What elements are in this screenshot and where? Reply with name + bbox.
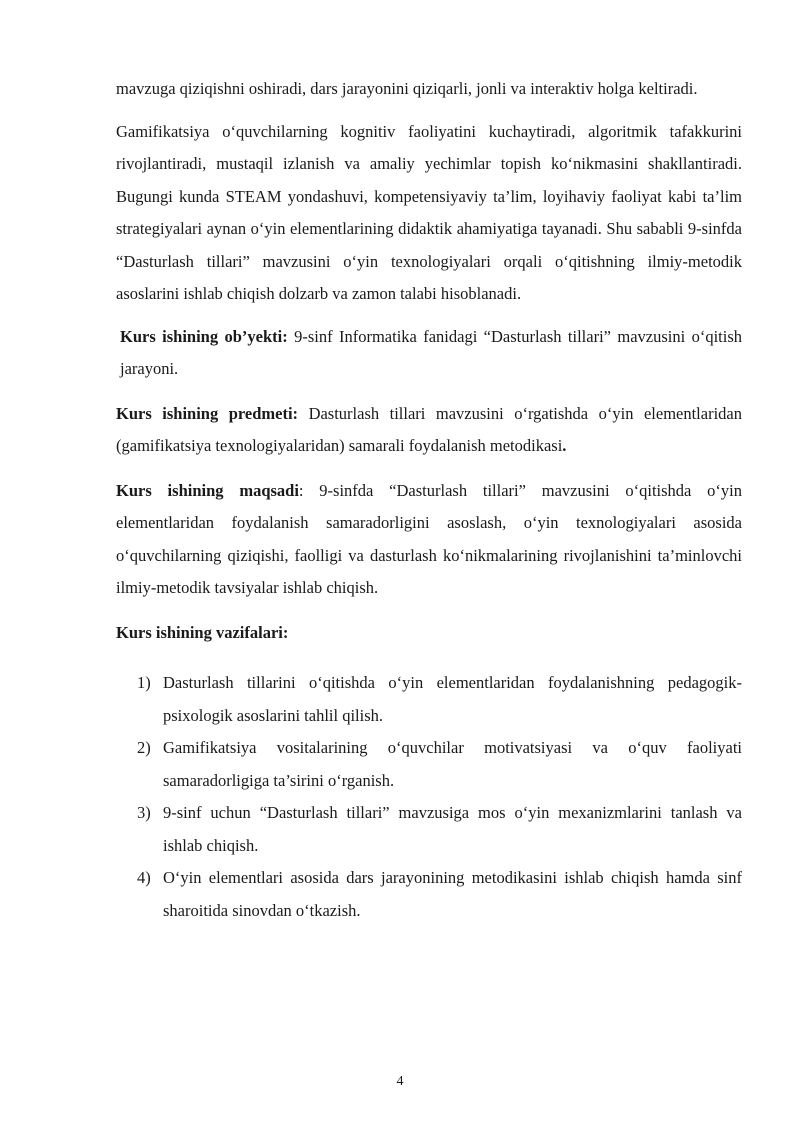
page-number: 4: [396, 1074, 404, 1089]
task-item: [116, 667, 742, 732]
course-object-paragraph: [116, 321, 742, 386]
task-text: 9-sinf uchun “Dasturlash tillari” mavzusiga mos o‘yin mexanizmlarini tanlash va ishlab chiqish.: [163, 803, 742, 855]
task-number: 4): [137, 868, 151, 887]
task-item: [116, 797, 742, 862]
task-number: 3): [137, 803, 151, 822]
task-text: O‘yin elementlari asosida dars jarayonining metodikasini ishlab chiqish hamda sinf sharoitida sinovdan o‘tkazish.: [163, 868, 742, 920]
course-tasks-heading: Kurs ishining vazifalari:: [116, 622, 289, 642]
course-subject-label: Kurs ishining predmeti:: [116, 403, 299, 423]
course-goal-paragraph: [116, 475, 742, 605]
course-subject-paragraph: [116, 398, 742, 463]
intro-continuation-paragraph: mavzuga qiziqishni oshiradi, dars jarayonini qiziqarli, jonli va interaktiv holga keltiradi.: [116, 79, 698, 98]
course-subject-end: .: [562, 436, 567, 455]
course-goal-text: : 9-sinfda “Dasturlash tillari” mavzusini o‘qitishda o‘yin elementlaridan foydalanish samaradorligini asoslash, o‘yin texnologiyalari asosida o‘quvchilarning qiziqishi, faolligi va dasturlash ko‘nikmalarining rivojlanishini ta’minlovchi ilmiy-metodik tavsiyalar ishlab chiqish.: [116, 480, 742, 597]
task-number: 1): [137, 673, 151, 692]
document-page: [116, 73, 742, 927]
task-text: Dasturlash tillarini o‘qitishda o‘yin elementlaridan foydalanishning pedagogik-psixologik asoslarini tahlil qilish.: [163, 673, 742, 725]
task-number: 2): [137, 738, 151, 757]
task-item: [116, 732, 742, 797]
gamification-paragraph: Gamifikatsiya o‘quvchilarning kognitiv faoliyatini kuchaytiradi, algoritmik tafakkurini rivojlantiradi, mustaqil izlanish va amaliy yechimlar topish ko‘nikmasini shakllantiradi. Bugungi kunda STEAM yondashuvi, kompetensiyaviy ta’lim, loyihaviy faoliyat kabi ta’lim strategiyalari aynan o‘yin elementlarining didaktik ahamiyatiga tayanadi. Shu sababli 9-sinfda “Dasturlash tillari” mavzusini o‘yin texnologiyalari orqali o‘qitishning ilmiy-metodik asoslarini ishlab chiqish dolzarb va zamon talabi hisoblanadi.: [116, 121, 742, 303]
task-text: Gamifikatsiya vositalarining o‘quvchilar motivatsiyasi va o‘quv faoliyati samaradorligiga ta’sirini o‘rganish.: [163, 738, 742, 790]
course-subject-text: Dasturlash tillari mavzusini o‘rgatishda o‘yin elementlaridan (gamifikatsiya texnologiyalaridan) samarali foydalanish metodikasi: [116, 403, 742, 455]
course-object-label: Kurs ishining ob’yekti:: [120, 326, 288, 346]
course-goal-label: Kurs ishining maqsadi: [116, 480, 299, 500]
course-object-text: 9-sinf Informatika fanidagi “Dasturlash tillari” mavzusini o‘qitish jarayoni.: [120, 326, 742, 378]
task-item: [116, 862, 742, 927]
course-tasks-list: [116, 667, 742, 927]
